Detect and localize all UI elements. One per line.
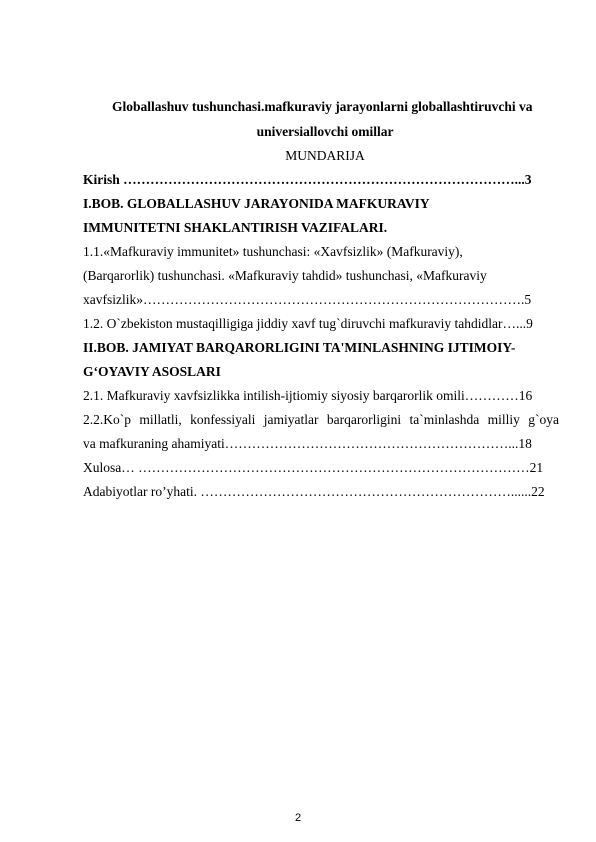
document-title-line-2: universiallovchi omillar (256, 124, 394, 139)
toc-section-1-1-line-1: 1.1.«Mafkuraviy immunitet» tushunchasi: «Xavfsizlik» (Mafkuraviy), (83, 244, 463, 259)
toc-entry-adabiyotlar: Adabiyotlar ro’yhati. ……………………………………………………………......22 (83, 484, 545, 499)
toc-entry-xulosa: Xulosa… ……………………………………………………………………………21 (83, 460, 544, 475)
page-number: 2 (294, 812, 302, 824)
contents-heading: MUNDARIJA (285, 148, 365, 163)
toc-section-1-1-line-3: xavfsizlik»………………………………………………………………………….5 (83, 292, 532, 307)
toc-entry-kirish: Kirish ……………………………………………………………………………...3 (83, 172, 532, 187)
toc-chapter-2-line-2: G‘OYAVIY ASOSLARI (83, 364, 221, 379)
toc-chapter-1-line-2: IMMUNITETNI SHAKLANTIRISH VAZIFALARI. (83, 220, 388, 235)
toc-section-2-2-line-1: 2.2.Ko`p millatli, konfessiyali jamiyatlar barqarorligini ta`minlashda milliy g`oya (83, 412, 559, 427)
toc-section-1-2: 1.2. O`zbekiston mustaqilligiga jiddiy xavf tug`diruvchi mafkuraviy tahdidlar…...9 (83, 316, 533, 331)
toc-section-2-1: 2.1. Mafkuraviy xavfsizlikka intilish-ijtiomiy siyosiy barqarorlik omili…………16 (83, 388, 533, 403)
toc-section-1-1-line-2: (Barqarorlik) tushunchasi. «Mafkuraviy tahdid» tushunchasi, «Mafkuraviy (83, 268, 487, 283)
toc-chapter-1-line-1: I.BOB. GLOBALLASHUV JARAYONIDA MAFKURAVIY (83, 196, 430, 211)
toc-section-2-2-line-2: va mafkuraning ahamiyati………………………………………………………...18 (83, 436, 532, 451)
document-title-line-1: Globallashuv tushunchasi.mafkuraviy jarayonlarni globallashtiruvchi va (112, 99, 533, 114)
toc-chapter-2-line-1: II.BOB. JAMIYAT BARQARORLIGINI TA'MINLASHNING IJTIMOIY- (83, 340, 516, 355)
